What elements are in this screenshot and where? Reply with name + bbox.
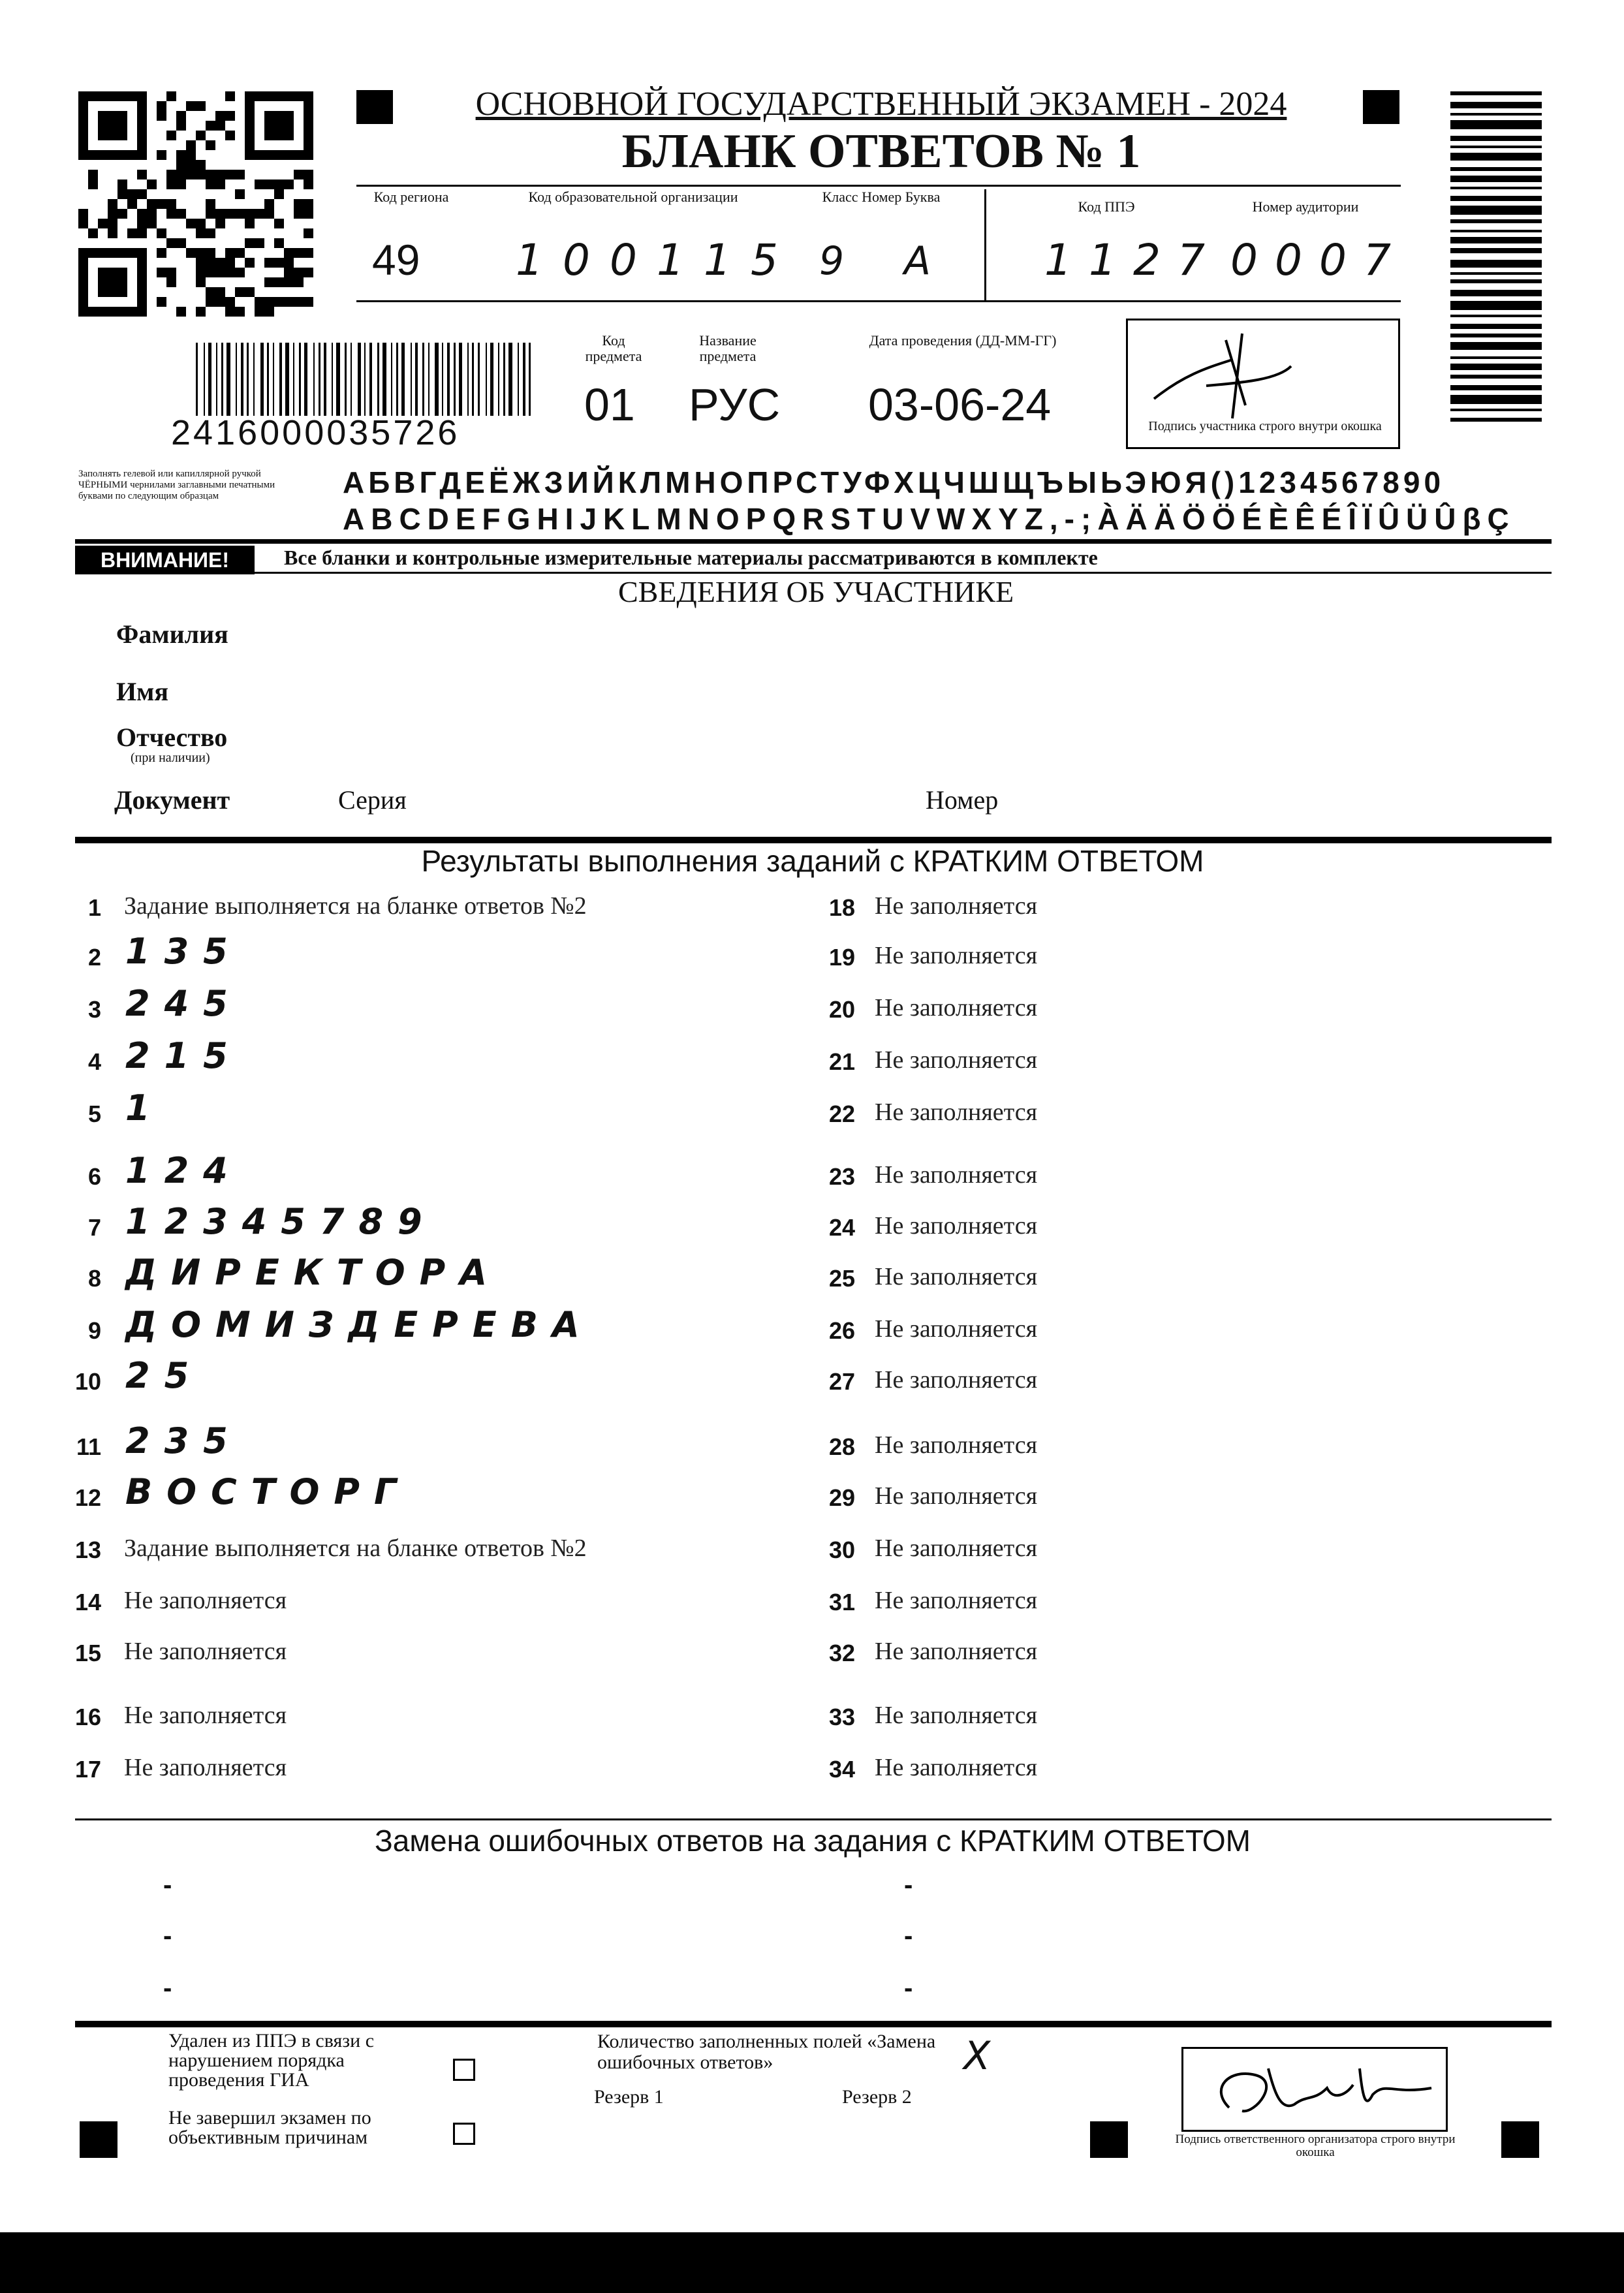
participant-signature-caption: Подпись участника строго внутри окошка <box>1148 419 1382 433</box>
task-answer[interactable]: 135 <box>125 931 242 972</box>
not-finished-checkbox[interactable] <box>453 2123 475 2145</box>
task-number: 7 <box>87 1214 101 1241</box>
task-number: 31 <box>828 1589 855 1615</box>
task-note: Не заполняется <box>875 1263 1038 1290</box>
task-note: Не заполняется <box>875 1161 1038 1189</box>
replacement-slot[interactable]: - <box>904 1922 913 1950</box>
reserve-1-label: Резерв 1 <box>594 2086 664 2108</box>
task-number: 20 <box>828 996 855 1023</box>
task-note: Не заполняется <box>875 1315 1038 1343</box>
exam-date-label: Дата проведения (ДД-ММ-ГГ) <box>869 332 1057 349</box>
sample-cyrillic: АБВГДЕЁЖЗИЙКЛМНОПРСТУФХЦЧШЩЪЫЬЭЮЯ()1234567890 <box>343 465 1445 499</box>
warning-top-rule <box>75 539 1552 544</box>
task-number: 1 <box>87 894 101 921</box>
class-label: Класс Номер Буква <box>822 189 941 205</box>
anchor-marker-bottom-right <box>1501 2121 1539 2158</box>
exam-date-value: 03-06-24 <box>868 379 1052 430</box>
removed-text: Удален из ППЭ в связи с нарушением порядка проведения ГИА <box>168 2030 375 2091</box>
class-letter-value: А <box>904 238 931 284</box>
task-number: 8 <box>87 1265 101 1292</box>
patronymic-label: Отчество <box>116 723 228 752</box>
task-number: 16 <box>74 1704 101 1730</box>
surname-label: Фамилия <box>116 619 228 649</box>
replacement-top-rule <box>75 1818 1552 1820</box>
series-label: Серия <box>338 785 407 815</box>
task-note: Не заполняется <box>875 1587 1038 1614</box>
form-title: БЛАНК ОТВЕТОВ № 1 <box>621 125 1141 178</box>
task-note: Не заполняется <box>875 1754 1038 1781</box>
anchor-marker-top-right <box>1363 90 1399 124</box>
task-number: 11 <box>76 1433 101 1460</box>
task-number: 9 <box>87 1317 101 1344</box>
participant-signature <box>1128 320 1402 425</box>
task-note: Не заполняется <box>875 942 1038 969</box>
region-label: Код региона <box>373 189 449 205</box>
subject-code-label: Код предмета <box>585 332 642 364</box>
anchor-marker-top-left <box>356 90 393 124</box>
task-number: 27 <box>828 1368 855 1395</box>
side-barcode <box>1450 91 1542 431</box>
task-number: 29 <box>828 1484 855 1511</box>
task-number: 18 <box>828 894 855 921</box>
results-top-rule <box>75 837 1552 843</box>
task-note: Не заполняется <box>875 1431 1038 1459</box>
task-answer[interactable]: ВОСТОРГ <box>125 1471 411 1512</box>
replacement-slot[interactable]: - <box>163 1974 172 2003</box>
subject-barcode <box>196 343 535 416</box>
class-number-value: 9 <box>819 238 845 284</box>
task-note: Не заполняется <box>875 1482 1038 1510</box>
task-number: 28 <box>828 1433 855 1460</box>
organizer-signature <box>1183 2049 1450 2130</box>
task-number: 13 <box>74 1536 101 1563</box>
task-number: 34 <box>828 1756 855 1783</box>
first-name-label: Имя <box>116 677 168 706</box>
replacement-slot[interactable]: - <box>163 1922 172 1950</box>
task-answer[interactable]: 1 <box>125 1087 164 1129</box>
task-answer[interactable]: 25 <box>125 1355 204 1396</box>
anchor-marker-bottom-center <box>1090 2121 1128 2158</box>
task-answer[interactable]: 245 <box>125 983 242 1024</box>
number-label: Номер <box>926 785 999 815</box>
exam-title: ОСНОВНОЙ ГОСУДАРСТВЕННЫЙ ЭКЗАМЕН - 2024 <box>475 86 1287 123</box>
reserve-2-label: Резерв 2 <box>842 2086 912 2108</box>
task-number: 33 <box>828 1704 855 1730</box>
ppe-value: 1127 <box>1044 235 1222 285</box>
task-note: Не заполняется <box>875 994 1038 1022</box>
task-answer[interactable]: 235 <box>125 1420 242 1461</box>
task-number: 21 <box>828 1048 855 1075</box>
task-answer[interactable]: ДИРЕКТОРА <box>125 1252 501 1293</box>
task-answer[interactable]: 124 <box>125 1150 242 1191</box>
task-number: 23 <box>828 1163 855 1190</box>
task-note: Не заполняется <box>875 1702 1038 1729</box>
org-value: 100115 <box>516 235 798 285</box>
task-note: Не заполняется <box>875 1046 1038 1074</box>
not-finished-text: Не завершил экзамен по объективным причинам <box>168 2107 371 2148</box>
warning-bottom-rule <box>255 572 1552 574</box>
participant-section-title: СВЕДЕНИЯ ОБ УЧАСТНИКЕ <box>617 575 1014 608</box>
task-note: Не заполняется <box>875 1212 1038 1240</box>
task-number: 4 <box>87 1048 101 1075</box>
subject-name-value: РУС <box>689 379 781 430</box>
sample-latin: ABCDEFGHIJKLMNOPQRSTUVWXYZ,-;ÀÄÄÖÖÉÈÊÉÎÏÛÜÛβÇ <box>343 502 1516 536</box>
task-note: Не заполняется <box>124 1638 287 1665</box>
qr-code <box>78 91 313 317</box>
subject-code-value: 01 <box>584 379 635 430</box>
organizer-signature-box[interactable] <box>1181 2047 1448 2132</box>
results-title: Результаты выполнения заданий с КРАТКИМ ОТВЕТОМ <box>421 844 1204 878</box>
anchor-marker-bottom-left <box>80 2121 117 2158</box>
footer-top-rule <box>75 2021 1552 2027</box>
task-answer[interactable]: ДОМИЗДЕРЕВА <box>125 1304 594 1345</box>
replacement-count-label: Количество заполненных полей «Замена ошибочных ответов» <box>597 2031 936 2073</box>
replacement-title: Замена ошибочных ответов на задания с КРАТКИМ ОТВЕТОМ <box>375 1824 1251 1858</box>
task-note: Не заполняется <box>875 892 1038 920</box>
task-number: 25 <box>828 1265 855 1292</box>
task-number: 15 <box>74 1640 101 1666</box>
task-answer[interactable]: 12345789 <box>125 1201 437 1242</box>
task-number: 22 <box>828 1100 855 1127</box>
document-label: Документ <box>114 785 230 815</box>
replacement-slot[interactable]: - <box>904 1871 913 1899</box>
room-label: Номер аудитории <box>1252 198 1359 215</box>
codes-bottom-rule <box>356 300 1401 302</box>
warning-text: Все бланки и контрольные измерительные материалы рассматриваются в комплекте <box>284 546 1098 569</box>
task-number: 3 <box>87 996 101 1023</box>
task-note: Не заполняется <box>875 1535 1038 1562</box>
task-note: Не заполняется <box>124 1587 287 1614</box>
task-number: 32 <box>828 1640 855 1666</box>
fill-instruction: Заполнять гелевой или капиллярной ручкой ЧЁРНЫМИ чернилами заглавными печатными буквами по следующим образцам <box>78 469 275 501</box>
codes-divider <box>984 189 986 300</box>
task-answer[interactable]: 215 <box>125 1035 242 1076</box>
task-note: Не заполняется <box>875 1099 1038 1126</box>
replacement-count-value: Х <box>963 2033 991 2079</box>
region-value: 49 <box>372 236 420 284</box>
task-note: Задание выполняется на бланке ответов №2 <box>124 892 587 920</box>
task-number: 12 <box>74 1484 101 1511</box>
warning-badge: ВНИМАНИЕ! <box>75 546 255 574</box>
org-label: Код образовательной организации <box>528 189 738 205</box>
subject-name-label: Название предмета <box>699 332 757 364</box>
replacement-slot[interactable]: - <box>904 1974 913 2003</box>
task-note: Не заполняется <box>875 1366 1038 1394</box>
task-number: 5 <box>87 1100 101 1127</box>
scan-border-bottom <box>0 2232 1624 2293</box>
replacement-slot[interactable]: - <box>163 1871 172 1899</box>
room-value: 0007 <box>1230 235 1408 285</box>
task-number: 6 <box>87 1163 101 1190</box>
task-note: Не заполняется <box>124 1754 287 1781</box>
organizer-signature-caption: Подпись ответственного организатора строго внутри окошка <box>1175 2132 1456 2159</box>
task-note: Не заполняется <box>875 1638 1038 1665</box>
task-number: 17 <box>74 1756 101 1783</box>
ppe-label: Код ППЭ <box>1078 198 1135 215</box>
task-note: Не заполняется <box>124 1702 287 1729</box>
task-number: 14 <box>74 1589 101 1615</box>
participant-signature-box[interactable] <box>1126 319 1400 449</box>
patronymic-note: (при наличии) <box>131 751 210 765</box>
task-number: 26 <box>828 1317 855 1344</box>
task-number: 24 <box>828 1214 855 1241</box>
barcode-number: 2416000035726 <box>171 413 460 452</box>
task-number: 30 <box>828 1536 855 1563</box>
task-number: 19 <box>828 944 855 971</box>
task-number: 10 <box>74 1368 101 1395</box>
task-note: Задание выполняется на бланке ответов №2 <box>124 1535 587 1562</box>
task-number: 2 <box>87 944 101 971</box>
removed-checkbox[interactable] <box>453 2059 475 2081</box>
header-divider <box>356 185 1401 187</box>
